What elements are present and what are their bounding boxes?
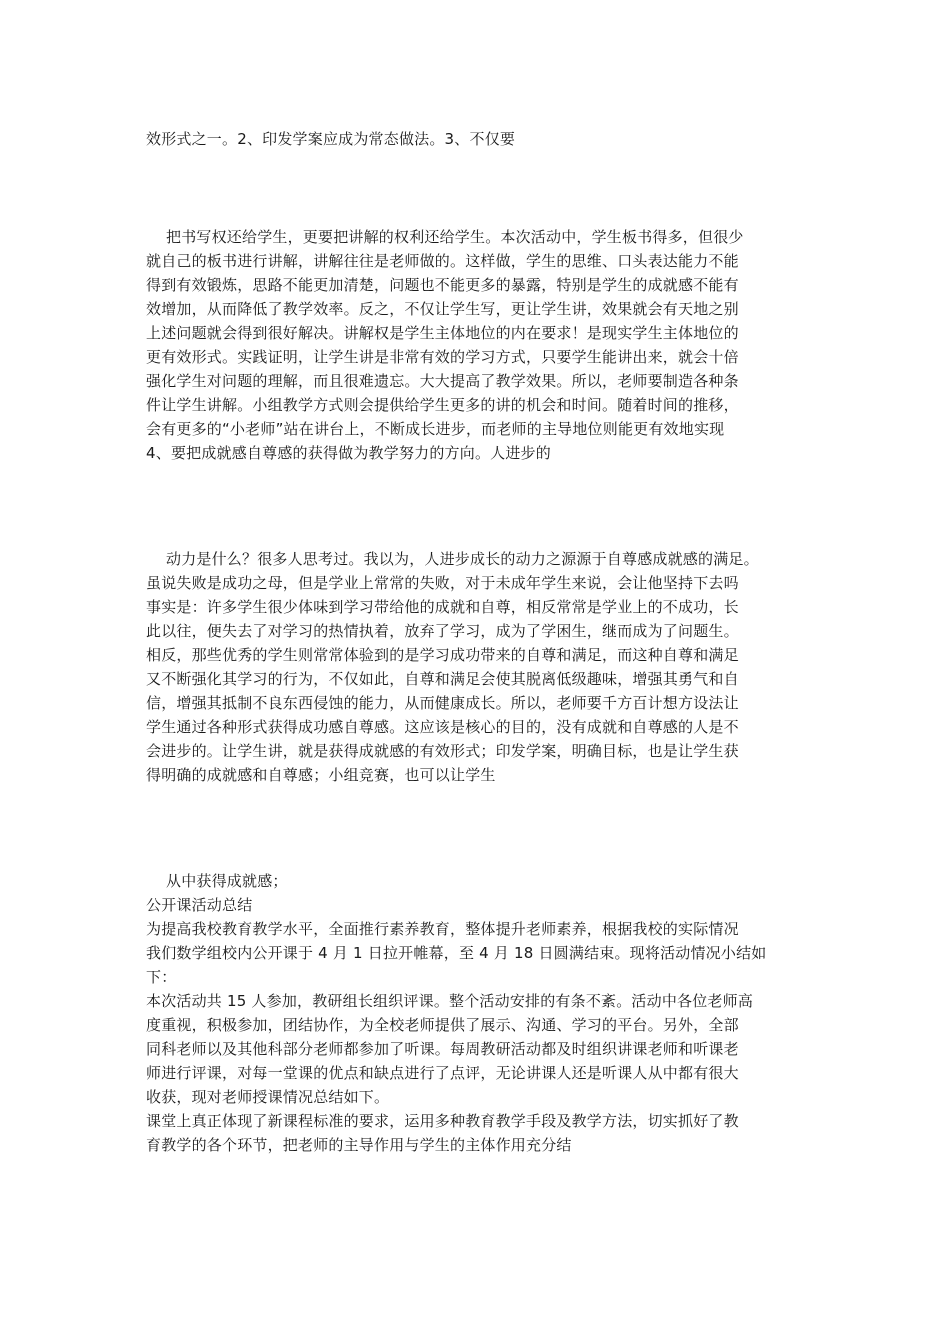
- text-line: 更有效形式。实践证明，让学生讲是非常有效的学习方式，只要学生能讲出来，就会十倍: [146, 348, 739, 366]
- text-line: 4、要把成就感自尊感的获得做为教学努力的方向。人进步的: [146, 444, 551, 462]
- text-line: 得明确的成就感和自尊感；小组竞赛，也可以让学生: [146, 766, 496, 784]
- text-line: 师进行评课，对每一堂课的优点和缺点进行了点评，无论讲课人还是听课人从中都有很大: [146, 1064, 739, 1082]
- text-line: 效增加，从而降低了教学效率。反之，不仅让学生写，更让学生讲，效果就会有天地之别: [146, 300, 739, 318]
- text-line: 会有更多的“小老师”站在讲台上，不断成长进步，而老师的主导地位则能更有效地实现: [146, 420, 725, 438]
- paragraph-first-line: 动力是什么？很多人思考过。我以为，人进步成长的动力之源源于自尊感成就感的满足。: [166, 550, 759, 568]
- text-line: 我们数学组校内公开课于 4 月 1 日拉开帷幕，至 4 月 18 日圆满结束。现将活动情况小结如: [146, 944, 767, 962]
- text-line: 就自己的板书进行讲解，讲解往往是老师做的。这样做，学生的思维、口头表达能力不能: [146, 252, 739, 270]
- paragraph-first-line: 把书写权还给学生，更要把讲解的权利还给学生。本次活动中，学生板书得多，但很少: [166, 228, 744, 246]
- text-line: 效形式之一。2、印发学案应成为常态做法。3、不仅要: [146, 130, 516, 148]
- text-line: 相反，那些优秀的学生则常常体验到的是学习成功带来的自尊和满足，而这种自尊和满足: [146, 646, 739, 664]
- text-line: 学生通过各种形式获得成功感自尊感。这应该是核心的目的，没有成就和自尊感的人是不: [146, 718, 739, 736]
- text-line: 得到有效锻炼，思路不能更加清楚，问题也不能更多的暴露，特别是学生的成就感不能有: [146, 276, 739, 294]
- text-line: 件让学生讲解。小组教学方式则会提供给学生更多的讲的机会和时间。随着时间的推移，: [146, 396, 739, 414]
- text-line: 下：: [146, 968, 177, 986]
- text-line: 信，增强其抵制不良东西侵蚀的能力，从而健康成长。所以，老师要千方百计想方设法让: [146, 694, 739, 712]
- paragraph-first-line: 从中获得成就感；: [166, 872, 288, 890]
- text-line: 同科老师以及其他科部分老师都参加了听课。每周教研活动都及时组织讲课老师和听课老: [146, 1040, 739, 1058]
- text-line: 又不断强化其学习的行为，不仅如此，自尊和满足会使其脱离低级趣味，增强其勇气和自: [146, 670, 739, 688]
- text-line: 虽说失败是成功之母，但是学业上常常的失败，对于未成年学生来说，会让他坚持下去吗: [146, 574, 739, 592]
- text-line: 强化学生对问题的理解，而且很难遗忘。大大提高了教学效果。所以，老师要制造各种条: [146, 372, 739, 390]
- section-title: 公开课活动总结: [146, 896, 253, 914]
- text-line: 会进步的。让学生讲，就是获得成就感的有效形式；印发学案，明确目标，也是让学生获: [146, 742, 739, 760]
- text-line: 收获，现对老师授课情况总结如下。: [146, 1088, 390, 1106]
- text-line: 度重视，积极参加，团结协作，为全校老师提供了展示、沟通、学习的平台。另外，全部: [146, 1016, 739, 1034]
- text-line: 课堂上真正体现了新课程标准的要求，运用多种教育教学手段及教学方法，切实抓好了教: [146, 1112, 739, 1130]
- text-line: 此以往，便失去了对学习的热情执着，放弃了学习，成为了学困生，继而成为了问题生。: [146, 622, 739, 640]
- text-line: 事实是：许多学生很少体味到学习带给他的成就和自尊，相反常常是学业上的不成功，长: [146, 598, 739, 616]
- text-line: 育教学的各个环节，把老师的主导作用与学生的主体作用充分结: [146, 1136, 572, 1154]
- text-line: 上述问题就会得到很好解决。讲解权是学生主体地位的内在要求！是现实学生主体地位的: [146, 324, 739, 342]
- text-line: 本次活动共 15 人参加，教研组长组织评课。整个活动安排的有条不紊。活动中各位老师高: [146, 992, 754, 1010]
- text-line: 为提高我校教育教学水平，全面推行素养教育，整体提升老师素养，根据我校的实际情况: [146, 920, 739, 938]
